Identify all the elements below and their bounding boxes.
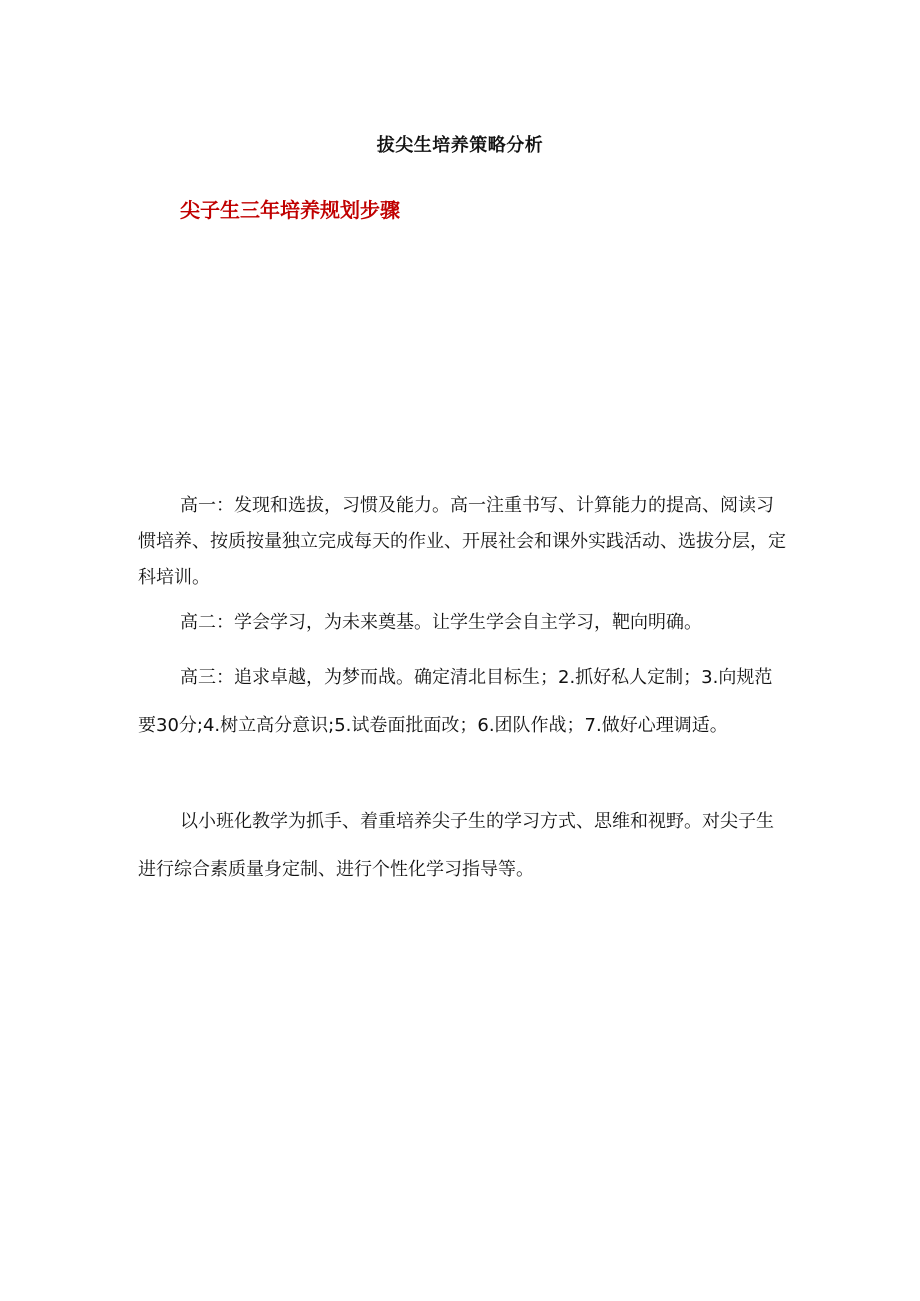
paragraph-grade-two: 高二：学会学习，为未来奠基。让学生学会自主学习，靶向明确。 [180, 612, 702, 633]
paragraph-grade-three: 高三：追求卓越，为梦而战。确定清北目标生；2.抓好私人定制；3.向规范要30分;4.树立高分意识;5.试卷面批面改；6.团队作战；7.做好心理调适。 [138, 667, 773, 736]
paragraph-small-class-teaching: 以小班化教学为抓手、着重培养尖子生的学习方式、思维和视野。对尖子生进行综合素质量身定制、进行个性化学习指导等。 [138, 811, 774, 880]
paragraph-grade-one: 高一：发现和选拔，习惯及能力。高一注重书写、计算能力的提高、阅读习惯培养、按质按量独立完成每天的作业、开展社会和课外实践活动、选拔分层，定科培训。 [138, 495, 786, 588]
section-heading: 尖子生三年培养规划步骤 [180, 198, 400, 222]
document-title: 拔尖生培养策略分析 [376, 135, 544, 156]
